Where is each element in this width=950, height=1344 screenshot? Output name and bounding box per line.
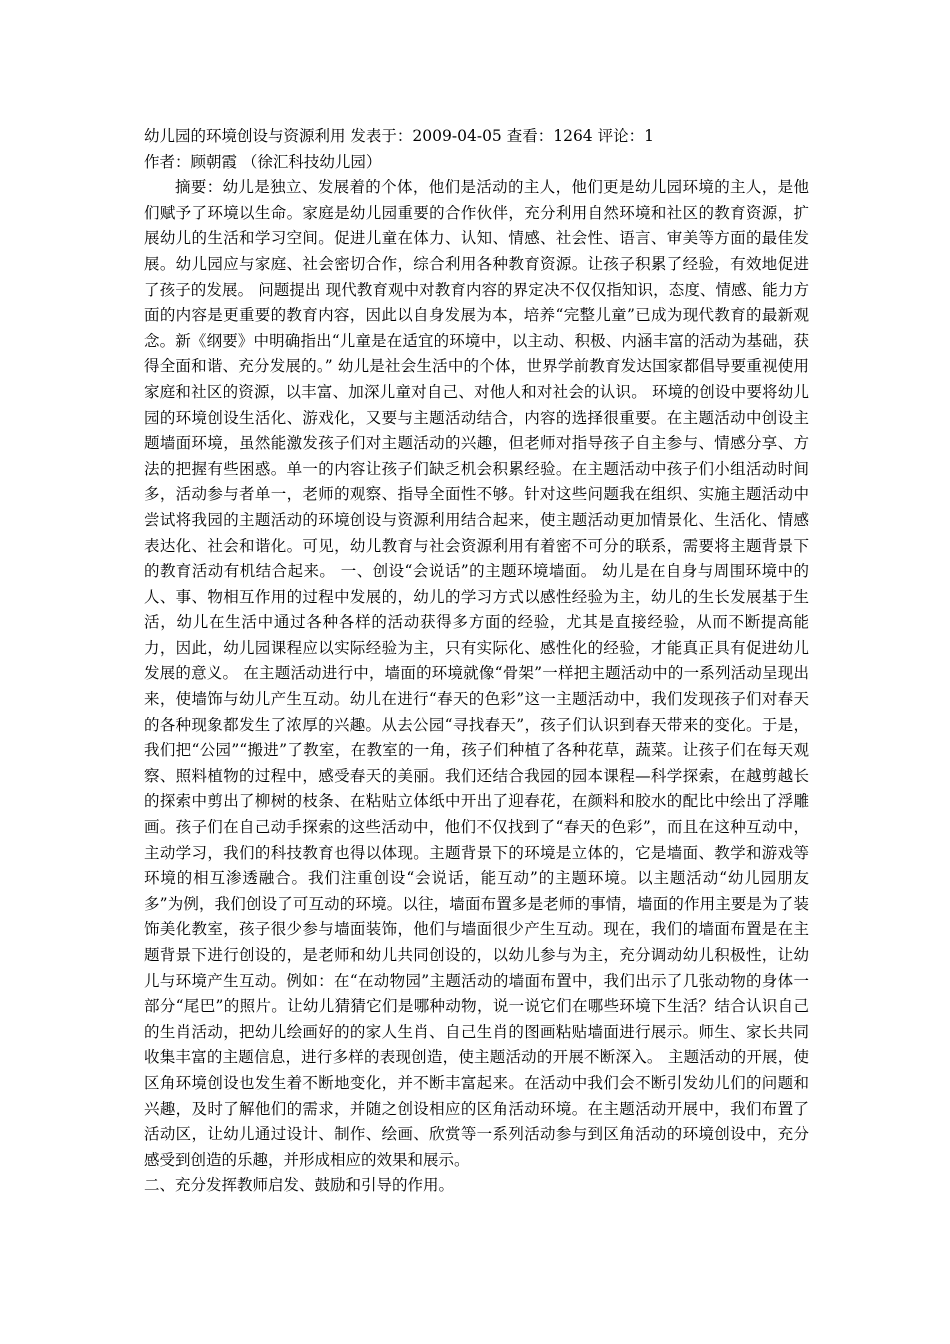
document-page xyxy=(144,124,809,1199)
article-author-line: 作者：顾朝霞 （徐汇科技幼儿园） xyxy=(144,152,382,171)
article-header-line: 幼儿园的环境创设与资源利用 发表于：2009-04-05 查看：1264 评论：1 xyxy=(144,127,654,145)
article-body: 摘要：幼儿是独立、发展着的个体，他们是活动的主人，他们更是幼儿园环境的主人，是他们赋予了环境以生命。家庭是幼儿园重要的合作伙伴，充分利用自然环境和社区的教育资源，扩展幼儿的生活和学习空间。促进儿童在体力、认知、情感、社会性、语言、审美等方面的最佳发展。幼儿园应与家庭、社会密切合作，综合利用各种教育资源。让孩子积累了经验，有效地促进了孩子的发展。 问题提出 现代教育观中对教育内容的界定决不仅仅指知识，态度、情感、能力方面的内容是更重要的教育内容，因此以自身发展为本，培养“完整儿童”已成为现代教育的最新观念。新《纲要》中明确指出“儿童是在适宜的环境中，以主动、积极、内涵丰富的活动为基础，获得全面和谐、充分发展的。” 幼儿是社会生活中的个体，世界学前教育发达国家都倡导要重视使用家庭和社区的资源，以丰富、加深儿童对自己、对他人和对社会的认识。 环境的创设中要将幼儿园的环境创设生活化、游戏化，又要与主题活动结合，内容的选择很重要。在主题活动中创设主题墙面环境，虽然能激发孩子们对主题活动的兴趣，但老师对指导孩子自主参与、情感分享、方法的把握有些困惑。单一的内容让孩子们缺乏机会积累经验。在主题活动中孩子们小组活动时间多，活动参与者单一，老师的观察、指导全面性不够。针对这些问题我在组织、实施主题活动中尝试将我园的主题活动的环境创设与资源利用结合起来，使主题活动更加情景化、生活化、情感表达化、社会和谐化。可见，幼儿教育与社会资源利用有着密不可分的联系，需要将主题背景下的教育活动有机结合起来。 一、创设“会说话”的主题环境墙面。 幼儿是在自身与周围环境中的人、事、物相互作用的过程中发展的，幼儿的学习方式以感性经验为主，幼儿的生长发展基于生活，幼儿在生活中通过各种各样的活动获得多方面的经验，尤其是直接经验，从而不断提高能力，因此，幼儿园课程应以实际经验为主，只有实际化、感性化的经验，才能真正具有促进幼儿发展的意义。 在主题活动进行中，墙面的环境就像“骨架”一样把主题活动中的一系列活动呈现出来，使墙饰与幼儿产生互动。幼儿在进行“春天的色彩”这一主题活动中，我们发现孩子们对春天的各种现象都发生了浓厚的兴趣。从去公园“寻找春天”，孩子们认识到春天带来的变化。于是，我们把“公园”“搬进”了教室，在教室的一角，孩子们种植了各种花草，蔬菜。让孩子们在每天观察、照料植物的过程中，感受春天的美丽。我们还结合我园的园本课程—科学探索，在越剪越长的探索中剪出了柳树的枝条、在粘贴立体纸中开出了迎春花，在颜料和胶水的配比中绘出了浮雕画。孩子们在自己动手探索的这些活动中，他们不仅找到了“春天的色彩”，而且在这种互动中，主动学习，我们的科技教育也得以体现。主题背景下的环境是立体的，它是墙面、教学和游戏等环境的相互渗透融合。我们注重创设“会说话，能互动”的主题环境。以主题活动“幼儿园朋友多”为例，我们创设了可互动的环境。以往，墙面布置多是老师的事情，墙面的作用主要是为了装饰美化教室，孩子很少参与墙面装饰，他们与墙面很少产生互动。现在，我们的墙面布置是在主题背景下进行创设的，是老师和幼儿共同创设的，以幼儿参与为主，充分调动幼儿积极性，让幼儿与环境产生互动。例如：在“在动物园”主题活动的墙面布置中，我们出示了几张动物的身体一部分“尾巴”的照片。让幼儿猜猜它们是哪种动物，说一说它们在哪些环境下生活？结合认识自己的生肖活动，把幼儿绘画好的的家人生肖、自己生肖的图画粘贴墙面进行展示。师生、家长共同收集丰富的主题信息，进行多样的表现创造，使主题活动的开展不断深入。 主题活动的开展，使区角环境创设也发生着不断地变化，并不断丰富起来。在活动中我们会不断引发幼儿们的问题和兴趣，及时了解他们的需求，并随之创设相应的区角活动环境。在主题活动开展中，我们布置了活动区，让幼儿通过设计、制作、绘画、欣赏等一系列活动参与到区角活动的环境创设中，充分感受到创造的乐趣，并形成相应的效果和展示。 xyxy=(144,178,809,1169)
section-two-heading: 二、充分发挥教师启发、鼓励和引导的作用。 xyxy=(144,1176,455,1195)
